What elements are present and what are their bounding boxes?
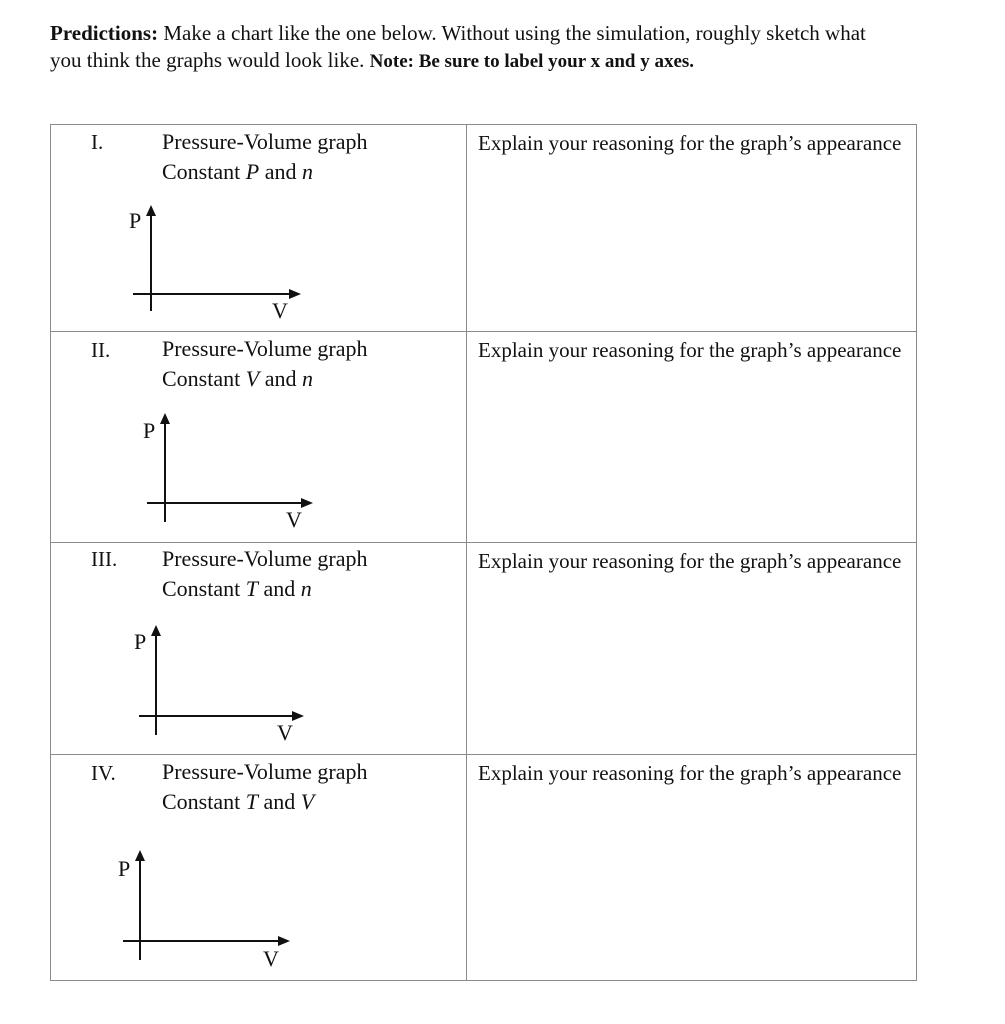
graph-constants	[162, 574, 368, 604]
graph-cell[interactable]	[51, 755, 467, 981]
constant-joiner: and	[257, 789, 301, 814]
pv-axes-sketch	[114, 845, 294, 970]
note-text: Be sure to label your x and y axes.	[413, 51, 695, 72]
constant-joiner: and	[257, 576, 301, 601]
pv-axes-sketch	[139, 408, 319, 533]
note-label: Note:	[369, 51, 414, 72]
explanation-prompt: Explain your reasoning for the graph’s appearance	[478, 761, 902, 785]
graph-cell[interactable]	[51, 543, 467, 755]
graph-title-main: Pressure-Volume graph	[162, 759, 368, 784]
prediction-row	[51, 543, 917, 755]
graph-constants	[162, 787, 368, 817]
explanation-cell[interactable]	[467, 543, 917, 755]
x-axis-arrowhead	[278, 936, 290, 946]
x-axis-label: V	[286, 507, 302, 532]
graph-title-main: Pressure-Volume graph	[162, 546, 368, 571]
x-axis-label: V	[263, 946, 279, 971]
prediction-row	[51, 755, 917, 981]
graph-constants	[162, 364, 368, 394]
prediction-row	[51, 125, 917, 332]
x-axis-arrowhead	[292, 711, 304, 721]
x-axis-arrowhead	[289, 289, 301, 299]
row-numeral: II.	[91, 338, 111, 362]
pv-axes-sketch	[131, 620, 311, 745]
graph-title-main: Pressure-Volume graph	[162, 336, 368, 361]
constant-variable-1: P	[245, 159, 260, 184]
prediction-row	[51, 332, 917, 543]
y-axis-label: P	[143, 418, 156, 443]
constant-variable-2: n	[301, 366, 313, 391]
y-axis-arrowhead	[160, 413, 170, 424]
constant-variable-1: V	[245, 366, 260, 391]
explanation-prompt: Explain your reasoning for the graph’s appearance	[478, 131, 902, 155]
y-axis-arrowhead	[135, 850, 145, 861]
row-numeral: IV.	[91, 761, 116, 785]
y-axis-label: P	[118, 856, 131, 881]
x-axis-arrowhead	[301, 498, 313, 508]
graph-title	[162, 757, 368, 817]
constant-variable-2: V	[300, 789, 315, 814]
explanation-cell[interactable]	[467, 755, 917, 981]
graph-cell[interactable]	[51, 332, 467, 543]
constant-joiner: and	[259, 366, 302, 391]
constant-prefix: Constant	[162, 789, 246, 814]
pv-axes-sketch	[125, 200, 305, 325]
constant-prefix: Constant	[162, 576, 246, 601]
predictions-heading: Predictions:	[50, 21, 159, 45]
row-numeral: I.	[91, 130, 104, 154]
explanation-prompt: Explain your reasoning for the graph’s appearance	[478, 338, 902, 362]
instructions-text: Make a chart like the one below. Without using the simulation, roughly sketch what you think the graphs would look like.	[50, 21, 866, 72]
constant-joiner: and	[259, 159, 302, 184]
explanation-prompt: Explain your reasoning for the graph’s appearance	[478, 549, 902, 573]
constant-variable-2: n	[300, 576, 312, 601]
prediction-chart-table	[50, 124, 917, 981]
row-numeral: III.	[91, 547, 118, 571]
y-axis-label: P	[129, 208, 142, 233]
graph-title	[162, 334, 368, 394]
x-axis-label: V	[272, 298, 288, 323]
constant-prefix: Constant	[162, 366, 246, 391]
graph-cell[interactable]	[51, 125, 467, 332]
y-axis-arrowhead	[146, 205, 156, 216]
constant-prefix: Constant	[162, 159, 246, 184]
graph-title	[162, 127, 368, 187]
graph-constants	[162, 157, 368, 187]
y-axis-arrowhead	[151, 625, 161, 636]
constant-variable-1: T	[245, 576, 258, 601]
graph-title-main: Pressure-Volume graph	[162, 129, 368, 154]
explanation-cell[interactable]	[467, 125, 917, 332]
graph-title	[162, 544, 368, 604]
instructions-paragraph	[50, 20, 870, 75]
y-axis-label: P	[134, 629, 147, 654]
constant-variable-1: T	[245, 789, 258, 814]
explanation-cell[interactable]	[467, 332, 917, 543]
constant-variable-2: n	[301, 159, 313, 184]
x-axis-label: V	[277, 720, 293, 745]
